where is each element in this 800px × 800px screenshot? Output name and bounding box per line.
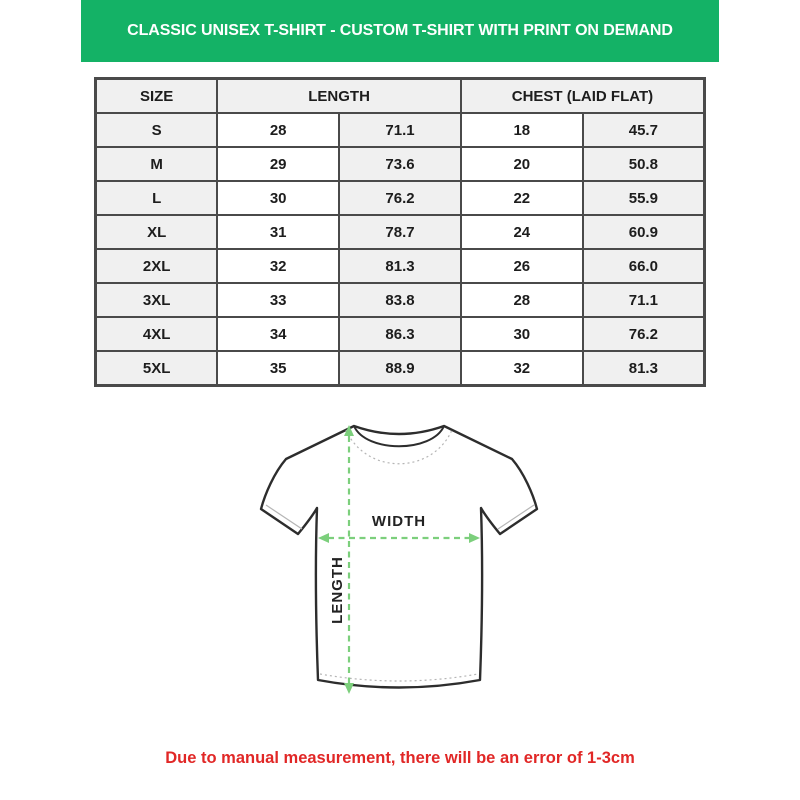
chest-cm-cell: 50.8: [583, 147, 705, 181]
chest-in-cell: 28: [461, 283, 583, 317]
length-cm-cell: 71.1: [339, 113, 461, 147]
length-cm-cell: 88.9: [339, 351, 461, 386]
table-row: [96, 181, 705, 215]
chest-in-cell: 22: [461, 181, 583, 215]
length-cm-cell: 83.8: [339, 283, 461, 317]
tshirt-diagram-svg: [254, 413, 546, 715]
size-chart-table: [94, 77, 706, 387]
header-cell-size: SIZE: [96, 79, 218, 114]
size-cell: 4XL: [96, 317, 218, 351]
table-row: [96, 317, 705, 351]
header-cell-chest: CHEST (LAID FLAT): [461, 79, 705, 114]
table-row: [96, 249, 705, 283]
header-cell-length: LENGTH: [217, 79, 461, 114]
chest-in-cell: 24: [461, 215, 583, 249]
table-row: [96, 113, 705, 147]
chest-in-cell: 18: [461, 113, 583, 147]
length-in-cell: 30: [217, 181, 339, 215]
table-row: [96, 215, 705, 249]
length-in-cell: 34: [217, 317, 339, 351]
length-in-cell: 32: [217, 249, 339, 283]
title-banner: [81, 0, 719, 62]
table-row: [96, 283, 705, 317]
chest-cm-cell: 55.9: [583, 181, 705, 215]
size-cell: XL: [96, 215, 218, 249]
size-cell: S: [96, 113, 218, 147]
tshirt-measurement-diagram: [254, 413, 546, 715]
chest-in-cell: 32: [461, 351, 583, 386]
chest-in-cell: 20: [461, 147, 583, 181]
length-in-cell: 28: [217, 113, 339, 147]
size-cell: 5XL: [96, 351, 218, 386]
chest-cm-cell: 45.7: [583, 113, 705, 147]
size-cell: L: [96, 181, 218, 215]
chest-in-cell: 30: [461, 317, 583, 351]
tshirt-outline: [261, 426, 537, 688]
length-cm-cell: 76.2: [339, 181, 461, 215]
size-cell: 2XL: [96, 249, 218, 283]
table-header-row: [96, 79, 705, 114]
length-label: LENGTH: [329, 556, 346, 624]
chest-cm-cell: 81.3: [583, 351, 705, 386]
chest-cm-cell: 66.0: [583, 249, 705, 283]
length-arrow-head-bottom: [344, 683, 354, 694]
chest-cm-cell: 76.2: [583, 317, 705, 351]
table-row: [96, 351, 705, 386]
width-label: WIDTH: [371, 513, 427, 530]
chest-in-cell: 26: [461, 249, 583, 283]
length-cm-cell: 78.7: [339, 215, 461, 249]
length-cm-cell: 81.3: [339, 249, 461, 283]
size-cell: M: [96, 147, 218, 181]
length-in-cell: 29: [217, 147, 339, 181]
length-in-cell: 31: [217, 215, 339, 249]
title-banner-text: CLASSIC UNISEX T-SHIRT - CUSTOM T-SHIRT WITH PRINT ON DEMAND: [127, 22, 673, 39]
length-in-cell: 33: [217, 283, 339, 317]
chest-cm-cell: 60.9: [583, 215, 705, 249]
length-cm-cell: 86.3: [339, 317, 461, 351]
size-cell: 3XL: [96, 283, 218, 317]
chest-cm-cell: 71.1: [583, 283, 705, 317]
length-cm-cell: 73.6: [339, 147, 461, 181]
length-in-cell: 35: [217, 351, 339, 386]
table-row: [96, 147, 705, 181]
measurement-disclaimer: Due to manual measurement, there will be an error of 1-3cm: [165, 749, 635, 767]
